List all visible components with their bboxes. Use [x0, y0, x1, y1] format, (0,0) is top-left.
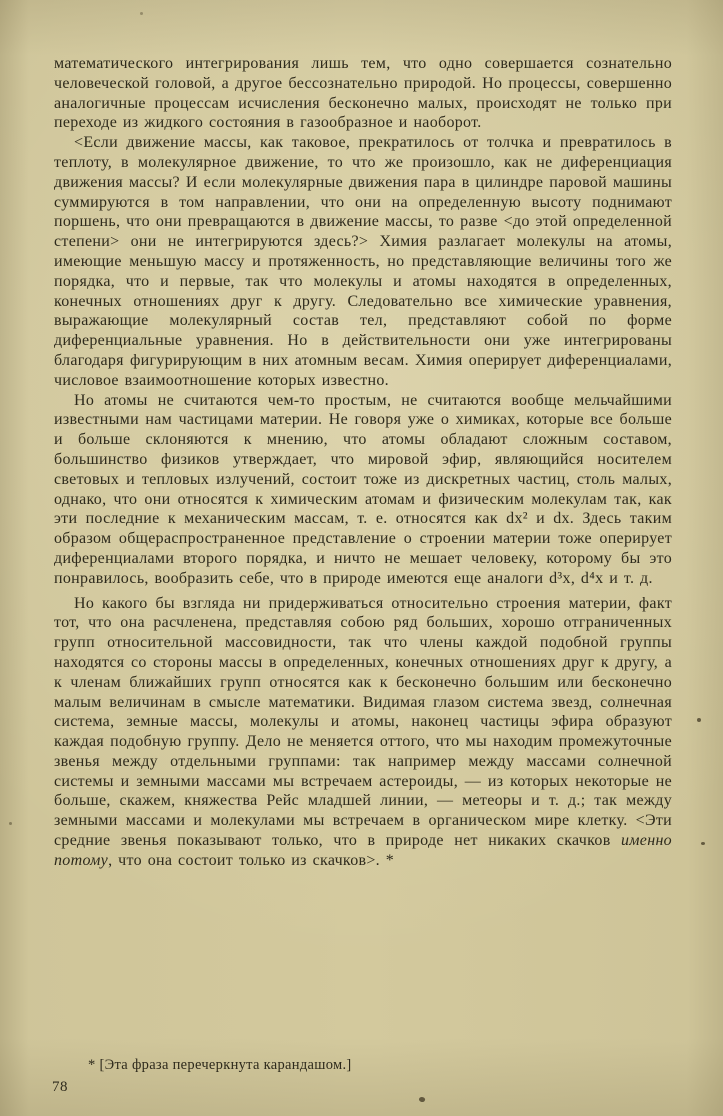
emphasis-text: именно потому — [54, 832, 672, 869]
paragraph-text: , что она состоит только из скачков>. * — [108, 851, 395, 869]
page-number: 78 — [52, 1079, 68, 1095]
paper-speck — [701, 842, 705, 845]
paper-speck — [418, 1096, 426, 1103]
paper-speck — [697, 718, 701, 722]
paper-speck — [140, 12, 143, 15]
paragraph-structure-of-matter — [54, 594, 672, 871]
page-text — [54, 54, 672, 871]
footnote: * [Эта фраза перечеркнута карандашом.] — [88, 1057, 352, 1073]
paragraph-mass-movement: <Если движение массы, как таковое, прекратилось от толчка и превратилось в теплоту, в молекулярное движение, то что же произошло, как не диференциация движения массы? И если молекулярные движения пара в цилиндре паровой машины суммируются в том направлении, что они на определенную высоту поднимают поршень, что они превращаются в движение массы, то разве <до этой определенной степени> они не интегрируются здесь?> Химия разлагает молекулы на атомы, имеющие меньшую массу и протяженность, но представляющие величины того же порядка, что и первые, так что молекулы и атомы находятся в определенных, конечных отношениях друг к другу. Следовательно все химические уравнения, выражающие молекулярный состав тел, представляют собой по форме диференциальные уравнения. Но в действительности они уже интегрированы благодаря фигурирующим в них атомным весам. Химия оперирует диференциалами, числовое взаимоотношение которых известно. — [54, 134, 672, 389]
paper-speck — [9, 822, 12, 825]
paragraph-atoms: Но атомы не считаются чем-то простым, не считаются вообще мельчайшими известными нам частицами материи. Не говоря уже о химиках, которые все больше и больше склоняются к мнению, что атомы обладают сложным составом, большинство физиков утверждает, что мировой эфир, являющийся носителем световых и тепловых излучений, состоит тоже из дискретных частиц, столь малых, однако, что они относятся к химическим атомам и физическим молекулам так, как эти последние к механическим массам, т. е. относятся как dx² и dx. Здесь таким образом общераспространенное представление о строении материи тоже оперирует диференциалами второго порядка, и ничто не мешает человеку, которому бы это понравилось, вообразить себе, что в природе имеются еще аналоги d³x, d⁴x и т. д. — [54, 391, 672, 587]
paragraph-continuation: математического интегрирования лишь тем, что одно совершается сознательно человеческой головой, а другое бессознательно природой. Но процессы, совершенно аналогичные процессам исчисления бесконечно малых, происходят не только при переходе из жидкого состояния в газообразное и наоборот. — [54, 55, 672, 132]
paragraph-text: Но какого бы взгляда ни придерживаться относительно строения материи, факт тот, что она расчленена, представляя собою ряд больших, хорошо отграниченных групп относительной массовидности, так что члены каждой подобной группы находятся со стороны массы в определенных, конечных отношениях друг к другу, а к членам ближайших групп относятся как к бесконечно большим или бесконечно малым величинам в смысле математики. Видимая глазом система звезд, солнечная система, земные массы, молекулы и атомы, наконец частицы эфира образуют каждая подобную группу. Дело не меняется оттого, что мы находим промежуточные звенья между отдельными группами: так например между массами солнечной системы и земными массами мы встречаем астероиды, — из которых некоторые не больше, скажем, княжества Рейс младшей линии, — метеоры и т. д.; так между земными массами и молекулами мы встречаем в органическом мире клетку. <Эти средние звенья показывают только, что в природе нет никаких скачков — [54, 594, 672, 850]
